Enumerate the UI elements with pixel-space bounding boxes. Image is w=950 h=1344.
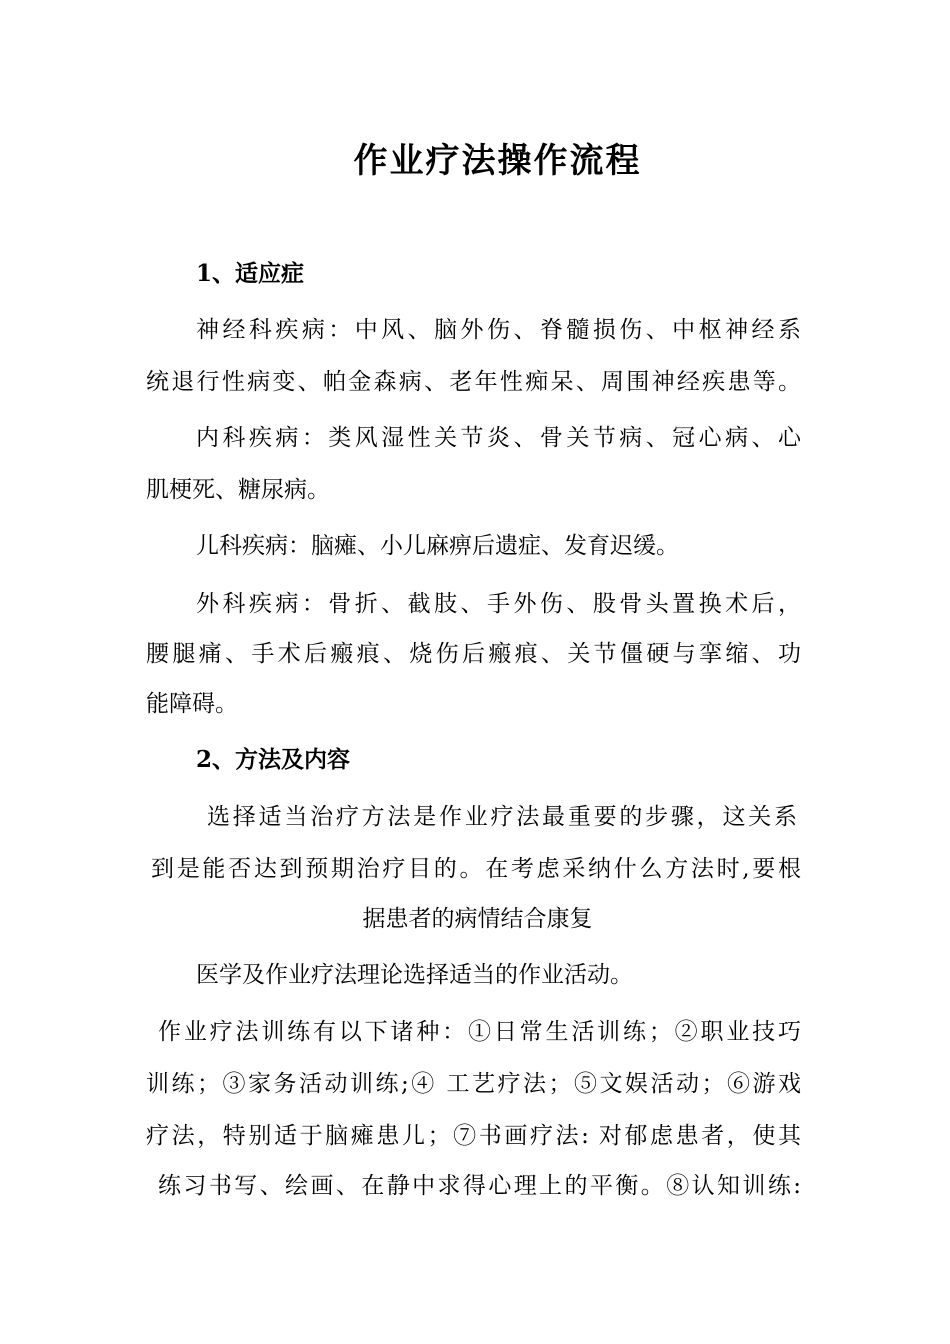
paragraph-line: 选择适当治疗方法是作业疗法最重要的步骤，这关系: [207, 804, 797, 830]
paragraph-line: 内科疾病：类风湿性关节炎、骨关节病、冠心病、心: [196, 425, 801, 451]
section-heading-methods: 2、方法及内容: [196, 746, 351, 773]
paragraph-line: 统退行性病变、帕金森病、老年性痴呆、周围神经疾患等。: [146, 369, 801, 395]
document-title: 作业疗法操作流程: [353, 141, 642, 181]
paragraph-line: 训练；③家务活动训练;④ 工艺疗法；⑤文娱活动；⑥游戏: [146, 1071, 801, 1097]
paragraph-line: 作业疗法训练有以下诸种：①日常生活训练；②职业技巧: [158, 1019, 801, 1045]
paragraph-line: 能障碍。: [146, 691, 238, 717]
paragraph-line: 练习书写、绘画、在静中求得心理上的平衡。⑧认知训练:: [158, 1173, 801, 1199]
paragraph-line: 医学及作业疗法理论选择适当的作业活动。: [196, 962, 633, 988]
paragraph-line: 儿科疾病：脑瘫、小儿麻痹后遗症、发育迟缓。: [196, 533, 679, 559]
paragraph-line: 到是能否达到预期治疗目的。在考虑采纳什么方法时,要根: [151, 856, 801, 882]
paragraph-line: 肌梗死、糖尿病。: [146, 477, 330, 503]
paragraph-line: 腰腿痛、手术后瘢痕、烧伤后瘢痕、关节僵硬与挛缩、功: [146, 641, 801, 667]
paragraph-line: 据患者的病情结合康复: [362, 906, 593, 932]
paragraph-line: 神经科疾病：中风、脑外伤、脊髓损伤、中枢神经系: [196, 317, 801, 343]
paragraph-line: 外科疾病：骨折、截肢、手外伤、股骨头置换术后，: [196, 591, 801, 617]
paragraph-line: 疗法，特别适于脑瘫患儿；⑦书画疗法: 对郁虑患者，使其: [146, 1123, 801, 1149]
section-heading-indications: 1、适应症: [196, 260, 305, 287]
